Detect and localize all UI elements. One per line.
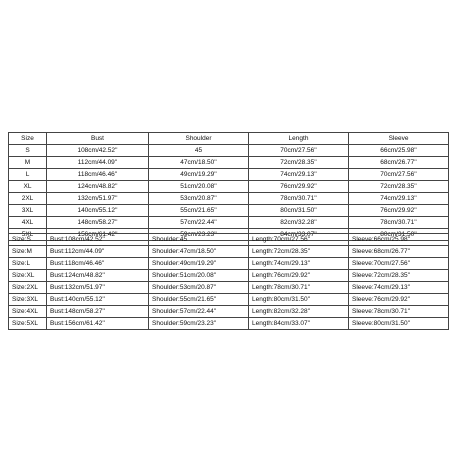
cell-bust: Bust:148cm/58.27''	[47, 306, 149, 318]
cell-shoulder: Shoulder:45	[149, 234, 249, 246]
header-size: Size	[9, 133, 47, 145]
cell-sleeve: 78cm/30.71''	[349, 217, 449, 229]
cell-size: M	[9, 157, 47, 169]
cell-size: Size:4XL	[9, 306, 47, 318]
cell-size: 5XL	[9, 229, 47, 241]
cell-size: Size:S	[9, 234, 47, 246]
table-row	[9, 270, 449, 282]
cell-shoulder: Shoulder:47cm/18.50''	[149, 246, 249, 258]
cell-size: Size:3XL	[9, 294, 47, 306]
cell-shoulder: 55cm/21.65''	[149, 205, 249, 217]
cell-size: Size:XL	[9, 270, 47, 282]
size-chart-table	[8, 132, 449, 241]
table-row	[9, 217, 449, 229]
cell-length: 72cm/28.35''	[249, 157, 349, 169]
cell-size: L	[9, 169, 47, 181]
cell-bust: Bust:112cm/44.09''	[47, 246, 149, 258]
cell-length: Length:82cm/32.28''	[249, 306, 349, 318]
table-row	[9, 169, 449, 181]
table-row	[9, 193, 449, 205]
cell-bust: 156cm/61.42''	[47, 229, 149, 241]
cell-length: Length:72cm/28.35''	[249, 246, 349, 258]
cell-size: 3XL	[9, 205, 47, 217]
cell-bust: Bust:124cm/48.82''	[47, 270, 149, 282]
cell-shoulder: Shoulder:51cm/20.08''	[149, 270, 249, 282]
cell-size: 4XL	[9, 217, 47, 229]
cell-sleeve: Sleeve:76cm/29.92''	[349, 294, 449, 306]
cell-shoulder: 57cm/22.44''	[149, 217, 249, 229]
table-row	[9, 282, 449, 294]
cell-size: Size:L	[9, 258, 47, 270]
header-length: Length	[249, 133, 349, 145]
cell-sleeve: Sleeve:74cm/29.13''	[349, 282, 449, 294]
cell-sleeve: 74cm/29.13''	[349, 193, 449, 205]
table-row	[9, 294, 449, 306]
cell-bust: 108cm/42.52''	[47, 145, 149, 157]
cell-size: 2XL	[9, 193, 47, 205]
cell-length: 78cm/30.71''	[249, 193, 349, 205]
header-sleeve: Sleeve	[349, 133, 449, 145]
header-shoulder: Shoulder	[149, 133, 249, 145]
table-row	[9, 246, 449, 258]
cell-sleeve: 66cm/25.98''	[349, 145, 449, 157]
cell-bust: Bust:140cm/55.12''	[47, 294, 149, 306]
cell-shoulder: Shoulder:49cm/19.29''	[149, 258, 249, 270]
cell-bust: Bust:118cm/46.46''	[47, 258, 149, 270]
cell-length: 82cm/32.28''	[249, 217, 349, 229]
cell-length: 84cm/33.07''	[249, 229, 349, 241]
cell-length: Length:78cm/30.71''	[249, 282, 349, 294]
cell-bust: 124cm/48.82''	[47, 181, 149, 193]
table-row	[9, 306, 449, 318]
cell-shoulder: 51cm/20.08''	[149, 181, 249, 193]
cell-length: Length:74cm/29.13''	[249, 258, 349, 270]
header-bust: Bust	[47, 133, 149, 145]
cell-bust: Bust:156cm/61.42''	[47, 318, 149, 330]
table-row	[9, 258, 449, 270]
cell-sleeve: Sleeve:66cm/25.98''	[349, 234, 449, 246]
table-row	[9, 157, 449, 169]
cell-shoulder: Shoulder:55cm/21.65''	[149, 294, 249, 306]
table-row	[9, 205, 449, 217]
cell-bust: 140cm/55.12''	[47, 205, 149, 217]
cell-size: Size:2XL	[9, 282, 47, 294]
cell-sleeve: 80cm/31.50''	[349, 229, 449, 241]
table-row	[9, 181, 449, 193]
cell-sleeve: Sleeve:78cm/30.71''	[349, 306, 449, 318]
cell-size: XL	[9, 181, 47, 193]
cell-bust: 118cm/46.46''	[47, 169, 149, 181]
cell-sleeve: Sleeve:72cm/28.35''	[349, 270, 449, 282]
cell-size: Size:5XL	[9, 318, 47, 330]
cell-bust: 148cm/58.27''	[47, 217, 149, 229]
cell-length: 76cm/29.92''	[249, 181, 349, 193]
cell-sleeve: 70cm/27.56''	[349, 169, 449, 181]
cell-size: Size:M	[9, 246, 47, 258]
cell-size: S	[9, 145, 47, 157]
cell-length: Length:70cm/27.56''	[249, 234, 349, 246]
cell-length: 80cm/31.50''	[249, 205, 349, 217]
cell-sleeve: Sleeve:68cm/26.77''	[349, 246, 449, 258]
cell-shoulder: 45	[149, 145, 249, 157]
cell-sleeve: 72cm/28.35''	[349, 181, 449, 193]
table-row	[9, 234, 449, 246]
cell-sleeve: Sleeve:80cm/31.50''	[349, 318, 449, 330]
cell-shoulder: Shoulder:57cm/22.44''	[149, 306, 249, 318]
cell-length: 70cm/27.56''	[249, 145, 349, 157]
size-chart-header-row	[9, 133, 449, 145]
cell-shoulder: Shoulder:53cm/20.87''	[149, 282, 249, 294]
cell-bust: 112cm/44.09''	[47, 157, 149, 169]
cell-bust: Bust:108cm/42.52''	[47, 234, 149, 246]
cell-sleeve: 68cm/26.77''	[349, 157, 449, 169]
table-row	[9, 318, 449, 330]
cell-shoulder: 47cm/18.50''	[149, 157, 249, 169]
cell-length: 74cm/29.13''	[249, 169, 349, 181]
cell-length: Length:80cm/31.50''	[249, 294, 349, 306]
cell-shoulder: 49cm/19.29''	[149, 169, 249, 181]
cell-shoulder: Shoulder:59cm/23.23''	[149, 318, 249, 330]
cell-sleeve: 76cm/29.92''	[349, 205, 449, 217]
cell-bust: 132cm/51.97''	[47, 193, 149, 205]
cell-length: Length:84cm/33.07''	[249, 318, 349, 330]
cell-shoulder: 53cm/20.87''	[149, 193, 249, 205]
cell-shoulder: 59cm/23.23''	[149, 229, 249, 241]
cell-sleeve: Sleeve:70cm/27.56''	[349, 258, 449, 270]
table-row	[9, 145, 449, 157]
cell-length: Length:76cm/29.92''	[249, 270, 349, 282]
cell-bust: Bust:132cm/51.97''	[47, 282, 149, 294]
size-chart-labeled-table	[8, 233, 449, 330]
